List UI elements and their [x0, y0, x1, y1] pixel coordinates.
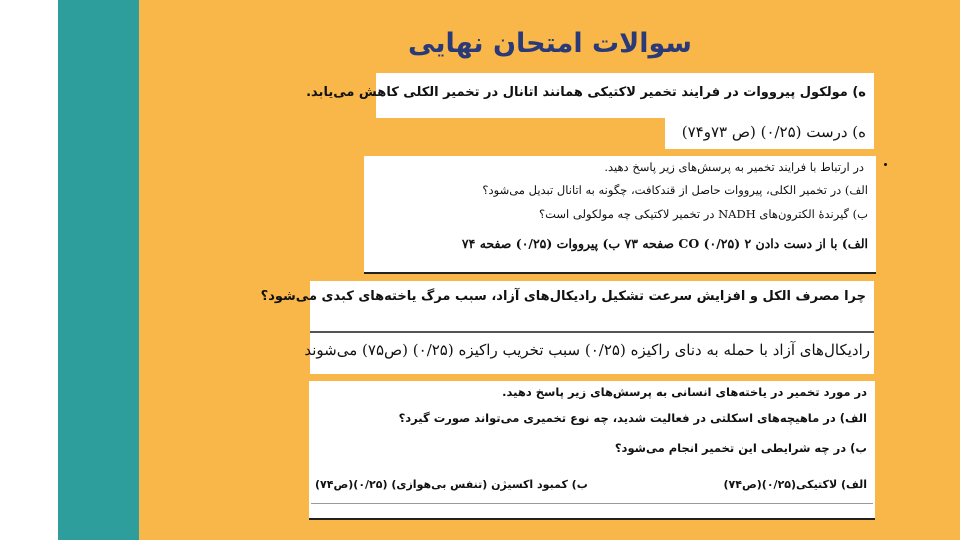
question-1-box — [306, 73, 874, 118]
answer-4-part-a: الف) لاکتیکی(۰/۲۵)(ص۷۴) — [723, 478, 867, 491]
bullet-dot — [884, 163, 887, 166]
question-4-part-a: الف) در ماهیچه‌های اسکلتی در فعالیت شدید، چه نوع تخمیری می‌تواند صورت گیرد؟ — [398, 411, 867, 425]
answer-3-text: رادیکال‌های آزاد با حمله به دنای راکیزه (۰/۲۵) سبب تخریب راکیزه (۰/۲۵) (ص۷۵) می‌شوند — [304, 341, 870, 359]
answer-1-text: ه) درست (۰/۲۵) (ص ۷۳و۷۴) — [681, 123, 866, 141]
left-teal-stripe — [58, 0, 139, 540]
question-2-part-a: الف) در تخمیر الکلی، پیرووات حاصل از قندکافت، چگونه به اتانال تبدیل می‌شود؟ — [482, 183, 868, 197]
question-1-text: ه) مولکول پیرووات در فرایند تخمیر لاکتیکی همانند اتانال در تخمیر الکلی کاهش می‌یابد. — [306, 85, 866, 100]
question-3-box — [260, 281, 874, 332]
question-4-part-b: ب) در چه شرایطی این تخمیر انجام می‌شود؟ — [614, 441, 867, 455]
left-white-stripe — [0, 0, 58, 540]
slide-title: سوالات امتحان نهایی — [408, 28, 692, 59]
answer-2-text: الف) با از دست دادن ۲ CO (۰/۲۵) صفحه ۷۳ ب) پیرووات (۰/۲۵) صفحه ۷۴ — [461, 236, 868, 251]
question-3-text: چرا مصرف الکل و افزایش سرعت تشکیل رادیکال‌های آزاد، سبب مرگ یاخته‌های کبدی می‌شود؟ — [260, 289, 866, 304]
question-4-box — [309, 381, 875, 520]
question-2-part-b: ب) گیرندهٔ الکترون‌های NADH در تخمیر لاکتیکی چه مولکولی است؟ — [539, 207, 868, 221]
answer-3-box — [304, 331, 874, 374]
answer-1-box — [665, 118, 874, 149]
question-2-intro: در ارتباط با فرایند تخمیر به پرسش‌های زیر پاسخ دهید. — [604, 160, 864, 174]
question-2-box — [364, 156, 876, 274]
question-4-intro: در مورد تخمیر در یاخته‌های انسانی به پرسش‌های زیر پاسخ دهید. — [502, 385, 867, 399]
answer-separator-line — [311, 503, 873, 504]
answer-4-part-b: ب) کمبود اکسیژن (تنفس بی‌هوازی) (۰/۲۵)(ص۷۴) — [315, 478, 588, 491]
